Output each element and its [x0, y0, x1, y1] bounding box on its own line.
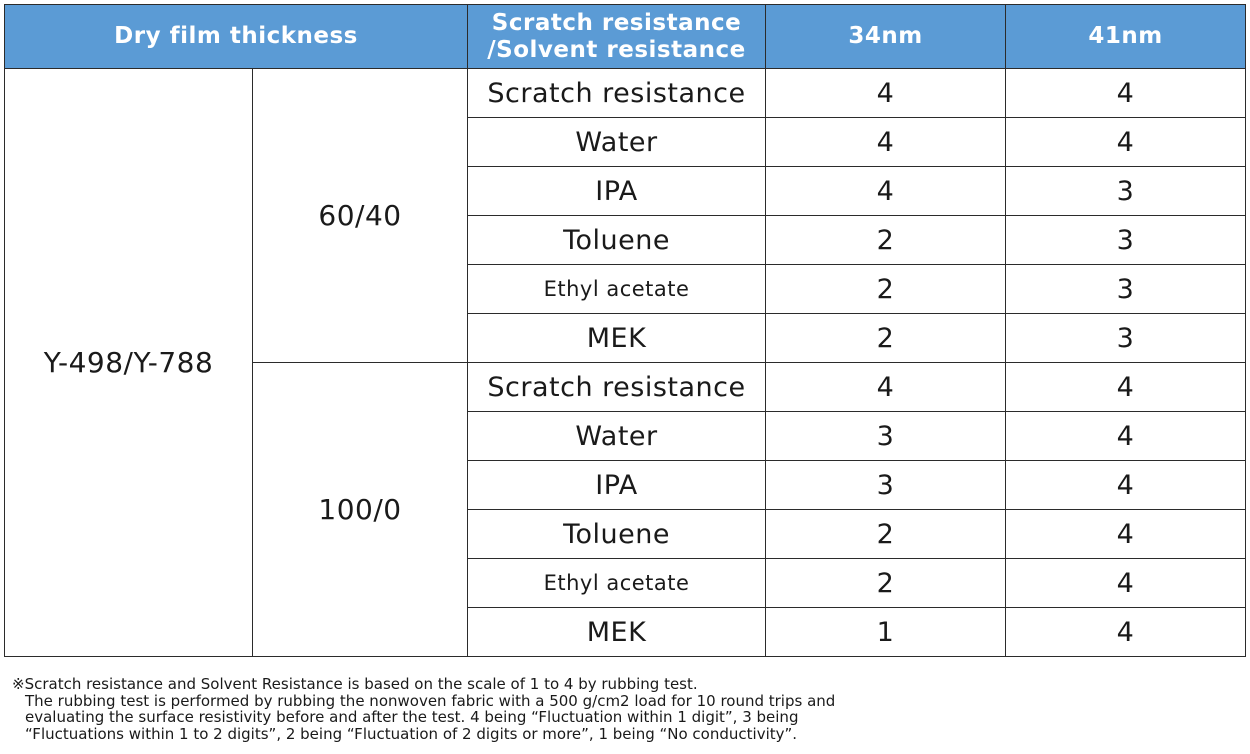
value-41nm-cell: 3: [1006, 167, 1246, 216]
ratio-cell: 60/40: [253, 69, 468, 363]
value-34nm-cell: 2: [766, 314, 1006, 363]
header-resistance-line2: /Solvent resistance: [487, 36, 746, 63]
value-34nm-cell: 4: [766, 363, 1006, 412]
value-41nm-cell: 4: [1006, 69, 1246, 118]
test-name-cell: MEK: [468, 608, 766, 657]
value-34nm-cell: 2: [766, 265, 1006, 314]
header-resistance-type: [468, 5, 766, 69]
footnote-line: “Fluctuations within 1 to 2 digits”, 2 being “Fluctuation of 2 digits or more”, 1 being “No conductivity”.: [25, 724, 798, 743]
test-name-cell: Ethyl acetate: [468, 559, 766, 608]
value-41nm-cell: 4: [1006, 363, 1246, 412]
test-name-cell: Scratch resistance: [468, 69, 766, 118]
value-41nm-cell: 4: [1006, 412, 1246, 461]
test-name-cell: Scratch resistance: [468, 363, 766, 412]
value-41nm-cell: 4: [1006, 510, 1246, 559]
value-34nm-cell: 2: [766, 510, 1006, 559]
value-34nm-cell: 3: [766, 412, 1006, 461]
test-name-cell: IPA: [468, 461, 766, 510]
test-name-cell: IPA: [468, 167, 766, 216]
test-name-cell: Toluene: [468, 216, 766, 265]
header-34nm: 34nm: [766, 5, 1006, 69]
value-41nm-cell: 4: [1006, 608, 1246, 657]
value-34nm-cell: 1: [766, 608, 1006, 657]
test-name-cell: Ethyl acetate: [468, 265, 766, 314]
value-41nm-cell: 3: [1006, 314, 1246, 363]
product-name-cell: Y-498/Y-788: [5, 69, 253, 657]
value-34nm-cell: 4: [766, 167, 1006, 216]
value-34nm-cell: 2: [766, 216, 1006, 265]
value-34nm-cell: 4: [766, 118, 1006, 167]
value-34nm-cell: 3: [766, 461, 1006, 510]
footnote-line: evaluating the surface resistivity before and after the test. 4 being “Fluctuation within 1 digit”, 3 being: [25, 708, 799, 726]
value-41nm-cell: 4: [1006, 559, 1246, 608]
test-name-cell: Toluene: [468, 510, 766, 559]
results-table: [4, 4, 1246, 657]
footnote-line: The rubbing test is performed by rubbing the nonwoven fabric with a 500 g/cm2 load for 10 round trips and: [25, 691, 836, 710]
test-name-cell: Water: [468, 412, 766, 461]
header-41nm: 41nm: [1006, 5, 1246, 69]
footnote: [12, 676, 1240, 742]
value-41nm-cell: 3: [1006, 265, 1246, 314]
value-34nm-cell: 2: [766, 559, 1006, 608]
header-row: [5, 5, 1246, 69]
header-resistance-line1: Scratch resistance: [491, 9, 742, 36]
test-name-cell: Water: [468, 118, 766, 167]
footnote-line: ※Scratch resistance and Solvent Resistance is based on the scale of 1 to 4 by rubbing test.: [12, 675, 698, 693]
value-41nm-cell: 4: [1006, 118, 1246, 167]
ratio-cell: 100/0: [253, 363, 468, 657]
value-41nm-cell: 3: [1006, 216, 1246, 265]
value-41nm-cell: 4: [1006, 461, 1246, 510]
table-row: [5, 69, 1246, 118]
test-name-cell: MEK: [468, 314, 766, 363]
value-34nm-cell: 4: [766, 69, 1006, 118]
header-dry-film-thickness: Dry film thickness: [5, 5, 468, 69]
